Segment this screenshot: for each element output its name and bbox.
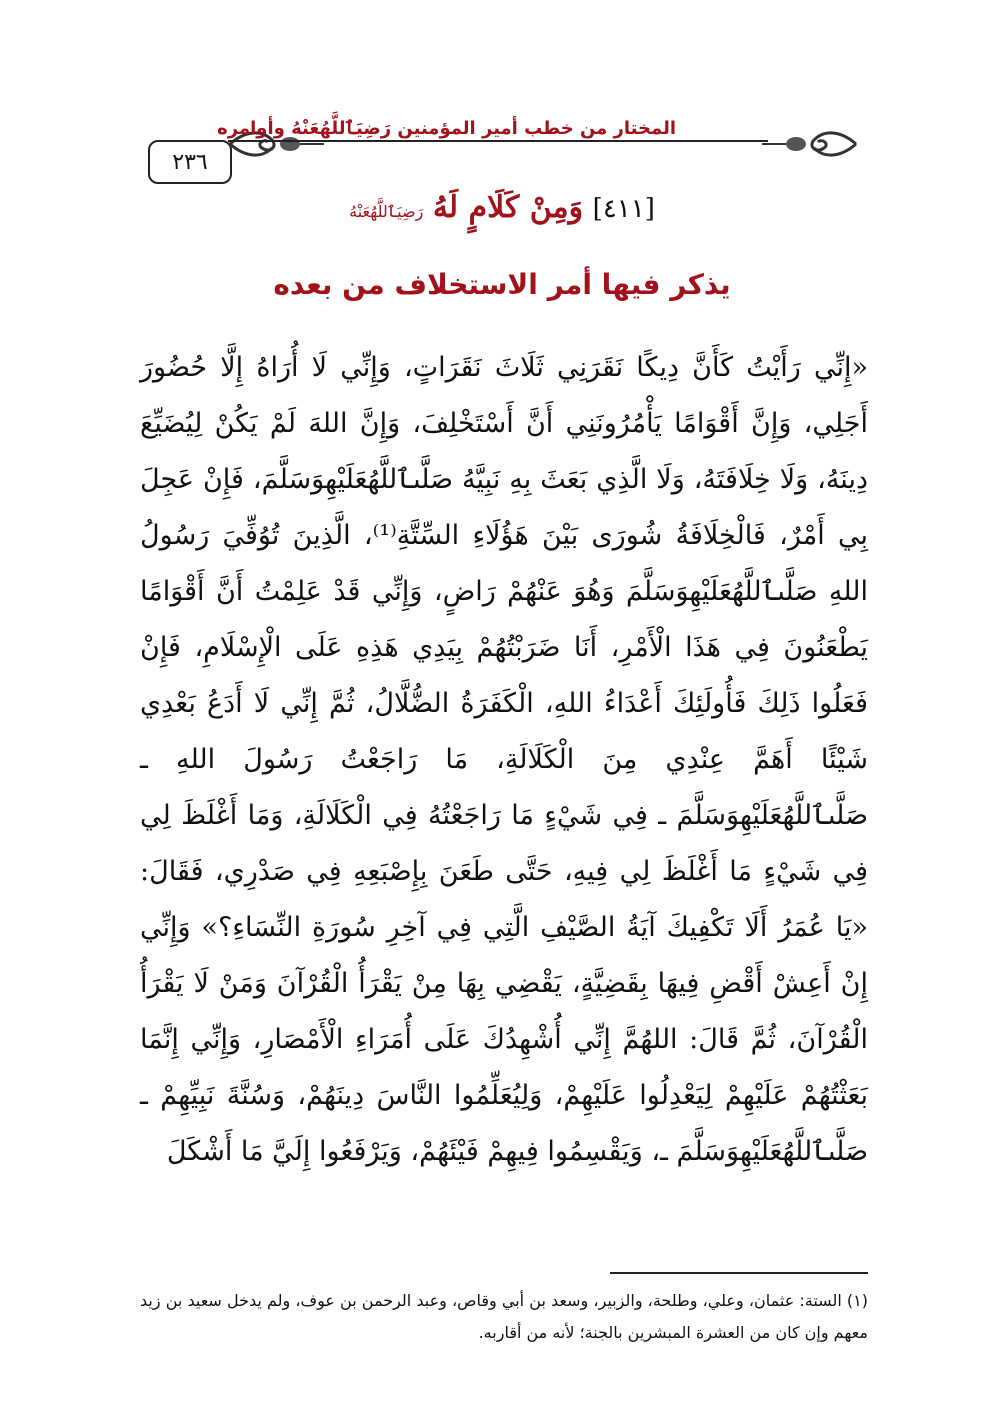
header-rule xyxy=(228,140,768,142)
section-title-text: وَمِنْ كَلَامٍ لَهُ xyxy=(432,190,584,225)
running-head: المختار من خطب أمير المؤمنين رَضِيَٱللَّهُعَنْهُ وأوامره xyxy=(217,118,676,139)
section-number: [٤١١] xyxy=(592,194,655,224)
footnote-item: (١) الستة: عثمان، وعلي، وطلحة، والزبير، وسعد بن أبي وقاص، وعبد الرحمن بن عوف، ولم يدخل سعيد بن زيد معهم وإن كان من العشرة المبشرين بالجنة؛ لأنه من أقاربه. xyxy=(140,1291,868,1342)
body-paragraph: «إِنِّي رَأَيْتُ كَأَنَّ دِيكًا نَقَرَنِي ثَلَاثَ نَقَرَاتٍ، وَإِنِّي لَا أُرَاهُ إِلَّا حُضُورَ أَجَلِي، وَإِنَّ أَقْوَامًا يَأْمُرُونَنِي أَنَّ أَسْتَخْلِفَ، وَإِنَّ اللهَ لَمْ يَكُنْ لِيُضَيِّعَ دِينَهُ، وَلَا خِلَافَتَهُ، وَلَا الَّذِي بَعَثَ بِهِ نَبِيَّهُ صَلَّىٱللَّهُعَلَيْهِوَسَلَّمَ، فَإِنْ عَجِلَ بِي أَمْرٌ، فَالْخِلَافَةُ شُورَى بَيْنَ هَؤُلَاءِ السِّتَّةِ⁽¹⁾، الَّذِينَ تُوُفِّيَ رَسُولُ اللهِ صَلَّىٱللَّهُعَلَيْهِوَسَلَّمَ وَهُوَ عَنْهُمْ رَاضٍ، وَإِنِّي قَدْ عَلِمْتُ أَنَّ أَقْوَامًا يَطْعَنُونَ فِي هَذَا الْأَمْرِ، أَنَا ضَرَبْتُهُمْ بِيَدِي هَذِهِ عَلَى الْإِسْلَامِ، فَإِنْ فَعَلُوا ذَلِكَ فَأُولَئِكَ أَعْدَاءُ اللهِ، الْكَفَرَةُ الضُّلَّالُ، ثُمَّ إِنِّي لَا أَدَعُ بَعْدِي شَيْئًا أَهَمَّ عِنْدِي مِنَ الْكَلَالَةِ، مَا رَاجَعْتُ رَسُولَ اللهِ ـ صَلَّىٱللَّهُعَلَيْهِوَسَلَّمَ ـ فِي شَيْءٍ مَا رَاجَعْتُهُ فِي الْكَلَالَةِ، وَمَا أَغْلَظَ لِي فِي شَيْءٍ مَا أَغْلَظَ لِي فِيهِ، حَتَّى طَعَنَ بِإِصْبَعِهِ فِي صَدْرِي، فَقَالَ: «يَا عُمَرُ أَلَا تَكْفِيكَ آيَةُ الصَّيْفِ الَّتِي فِي آخِرِ سُورَةِ النِّسَاءِ؟» وَإِنِّي إِنْ أَعِشْ أَقْضِ فِيهَا بِقَضِيَّةٍ، يَقْضِي بِهَا مِنْ يَقْرَأُ الْقُرْآنَ وَمَنْ لَا يَقْرَأُ الْقُرْآنَ، ثُمَّ قَالَ: اللهُمَّ إِنِّي أُشْهِدُكَ عَلَى أُمَرَاءِ الْأَمْصَارِ، وَإِنِّي إِنَّمَا بَعَثْتُهُمْ عَلَيْهِمْ لِيَعْدِلُوا عَلَيْهِمْ، وَلِيُعَلِّمُوا النَّاسَ دِينَهُمْ، وَسُنَّةَ نَبِيِّهِمْ ـ صَلَّىٱللَّهُعَلَيْهِوَسَلَّمَ ـ، وَيَقْسِمُوا فِيهِمْ فَيْئَهُمْ، وَيَرْفَعُوا إِلَيَّ مَا أَشْكَلَ xyxy=(140,352,868,1167)
page-number-text: ٢٣٦ xyxy=(172,149,208,175)
footnote-rule xyxy=(610,1272,868,1274)
section-subtitle: يذكر فيها أمر الاستخلاف من بعده xyxy=(273,268,731,301)
header-ornament-right-icon xyxy=(762,126,858,162)
page-number xyxy=(148,140,232,184)
section-title xyxy=(0,190,1004,225)
section-honorific: رَضِيَٱللَّهُعَنْهُ xyxy=(349,202,424,221)
footnotes xyxy=(140,1285,868,1349)
